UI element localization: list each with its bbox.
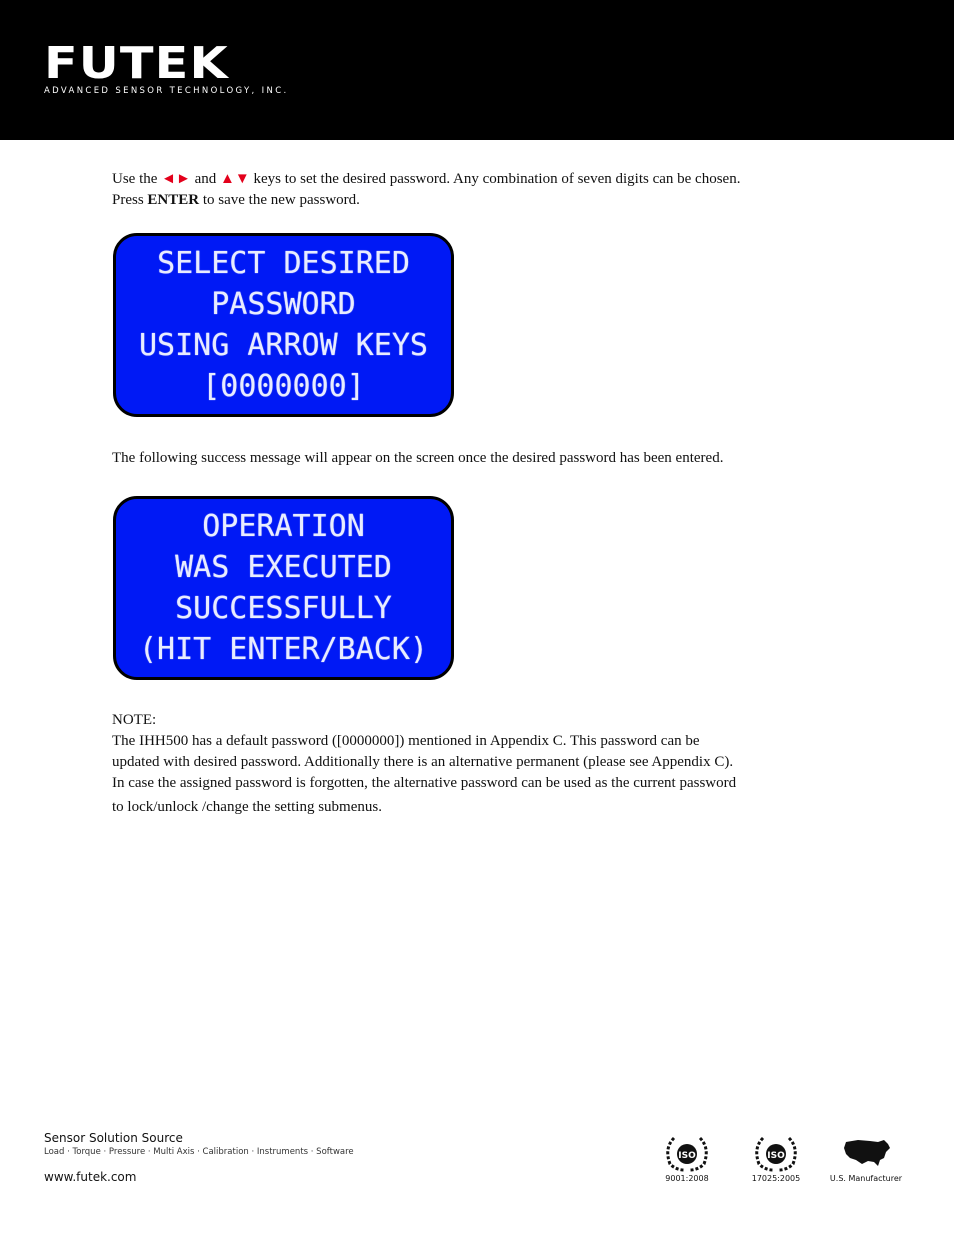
logo-tagline: ADVANCED SENSOR TECHNOLOGY, INC. [44, 86, 289, 96]
lcd-line: WAS EXECUTED [175, 550, 392, 585]
lcd-line: OPERATION [202, 509, 365, 544]
note-line: to lock/unlock /change the setting submenus. [112, 799, 382, 815]
lcd-screen-password [113, 233, 454, 417]
intro-paragraph [112, 169, 852, 211]
cert-label: 9001:2008 [665, 1174, 709, 1183]
intro-text: Use the [112, 171, 162, 187]
us-manufacturer-badge [826, 1134, 906, 1190]
intro-text: keys to set the desired password. Any combination of seven digits can be chosen. [249, 171, 741, 187]
note-line: In case the assigned password is forgotten, the alternative password can be used as the current password [112, 775, 737, 791]
footer-title: Sensor Solution Source [44, 1131, 183, 1145]
laurel-wreath-icon [741, 1134, 811, 1174]
usa-label: U.S. Manufacturer [829, 1174, 903, 1183]
intro-text: Press [112, 192, 148, 208]
iso-17025-badge [741, 1134, 811, 1190]
usa-map-icon [826, 1134, 906, 1170]
note-block [112, 710, 852, 818]
success-paragraph: The following success message will appear on the screen once the desired password has been entered. [112, 450, 724, 466]
lcd-line: [0000000] [202, 369, 365, 404]
laurel-wreath-icon [652, 1134, 722, 1174]
up-down-arrows-icon: ▲▼ [220, 171, 250, 187]
lcd-screen-success [113, 496, 454, 680]
footer-subtitle: Load · Torque · Pressure · Multi Axis · Calibration · Instruments · Software [44, 1147, 354, 1157]
futek-logo [44, 38, 289, 96]
enter-key-label: ENTER [147, 192, 200, 208]
cert-label: 17025:2005 [751, 1174, 801, 1183]
note-line: updated with desired password. Additionally there is an alternative permanent (please see Appendix C). [112, 754, 734, 770]
header-band [0, 0, 954, 140]
lcd-line: (HIT ENTER/BACK) [139, 632, 428, 667]
lcd-line: USING ARROW KEYS [139, 328, 428, 363]
left-right-arrows-icon: ◄► [161, 171, 191, 187]
note-label: NOTE: [112, 712, 157, 728]
logo-wordmark: FUTEK [44, 38, 229, 89]
intro-text: and [190, 171, 221, 187]
footer-website-link[interactable]: www.futek.com [44, 1170, 137, 1184]
intro-text: to save the new password. [199, 192, 360, 208]
lcd-line: PASSWORD [211, 287, 356, 322]
iso-badge-text: ISO [678, 1151, 696, 1161]
note-line: The IHH500 has a default password ([0000000]) mentioned in Appendix C. This password can be [112, 733, 700, 749]
lcd-line: SUCCESSFULLY [175, 591, 392, 626]
lcd-line: SELECT DESIRED [157, 246, 410, 281]
iso-9001-badge [652, 1134, 722, 1190]
iso-badge-text: ISO [767, 1151, 785, 1161]
